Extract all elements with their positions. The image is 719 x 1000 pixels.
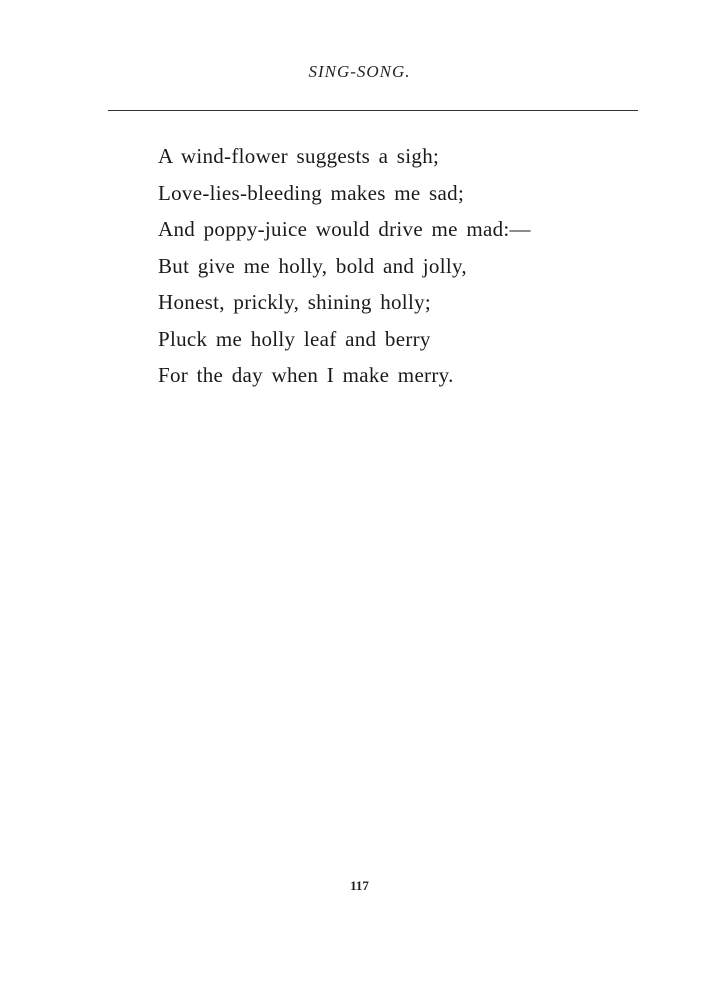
page-number: 117	[350, 878, 369, 893]
poem-stanza	[158, 138, 638, 394]
poem-line: A wind-flower suggests a sigh;	[158, 144, 440, 168]
header-rule	[108, 110, 638, 111]
poem-line: For the day when I make merry.	[158, 363, 454, 387]
poem-line: Honest, prickly, shining holly;	[158, 290, 432, 314]
poem-line: And poppy-juice would drive me mad:—	[158, 217, 531, 241]
running-head-title: SING-SONG.	[308, 62, 411, 81]
poem-line: Love-lies-bleeding makes me sad;	[158, 180, 465, 205]
poem-line: But give me holly, bold and jolly,	[158, 253, 467, 278]
poem-line: Pluck me holly leaf and berry	[158, 326, 431, 351]
